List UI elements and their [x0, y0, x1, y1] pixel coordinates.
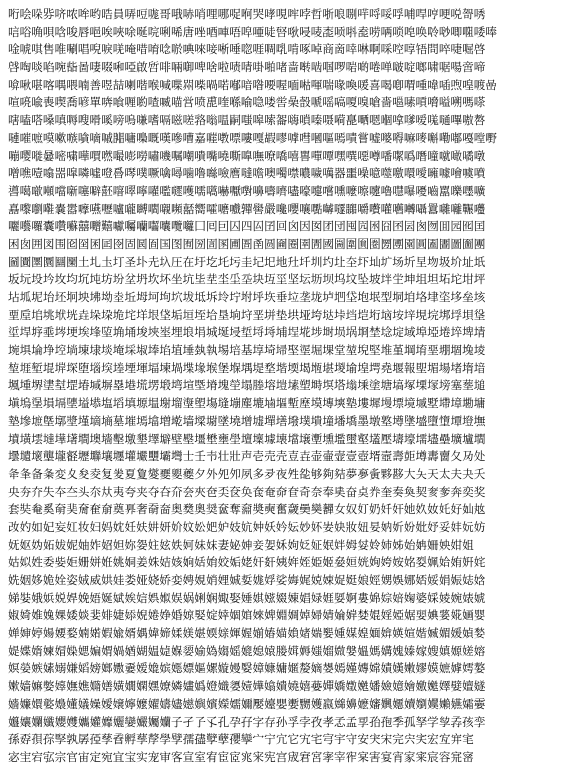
text-line: 婵婶婷婸婹婺婻婼婽婾婿媀媁媂媃媄媅媆媇媈媉媊媋媌媍媎媏媐媑媒媓媔媕媖媗媘媙媚媛媜媝: [8, 626, 486, 641]
text-line: 哘哙哚哛哜哝哞哟哠員哢哣哤哥哦哧哨哩哪哫哬哭哮哯哰哱哲哳哴哵哶哷哸哹哺哻哼哽哾哿唀: [8, 7, 486, 21]
text-line: 唁唂唃唄唅唆唇唈唉唊唋唌唍唎唏唐唑唒唓唔唕唖唗唘唙唚唛唜唝唞唟唠唡唢唣唤唥唦唧唨唩唪: [8, 24, 498, 39]
text-line: 宓宔宕宖宗官宙定宛宜宝实宠审客宣室宥宦宧宨宩宪宫宬宭宮宯宰宱宲害宴宵家宷宸容宺宻: [8, 749, 474, 764]
text-line: 套奘奙奚奛奜奝奞奟奠奡奢奣奤奥奦奧奨奩奪奫奬奭奮奯奰奱奲女奴奵奶奷奸她奺奻奼好奾奿: [8, 502, 486, 517]
text-line: 夅夆备夈変夊夋夌复夎夏夐夑夒夓夔夕外夗夘夙多夛夜夝夞够夠夡夢夣夤夥夦大夨天太夫夬夭: [8, 466, 486, 481]
text-line: 塡塢塣塤塥塦塧塨塩塪填塬塭塮塯塰塱塲塳塴塵塶塷塸塹塺塻塼塽塾塿墀墁墂境墄墅墆墇墈墉: [8, 396, 486, 411]
text-line: 坫坬坭坮坯坰坱坲坳坴坵坶坷坸坹坺坻坼坽坾坿垀垁垂垃垄垅垆垇垈垉垊型垌垍垎垏垐垑垒垓: [8, 290, 486, 304]
text-line: 嗹嗺嗻嗼嗽嗾嗿嘀嘁嘂嘃嘄嘅嘆嘇嘈嘉嘊嘋嘌嘍嘎嘏嘐嘑嘒嘓嘔嘕嘖嘗嘘嘙嘚嘛嘜嘝嘞嘟嘠嘡嘢: [8, 130, 498, 145]
text-line: 婌婍婎婏婐婑婒婓婔婕婖婗婘婙婚婛婜婝婞婟婠婡婢婣婤婥婦婧婨婩婪婫婬婭婮婯婰婱婲婳婴: [8, 608, 486, 623]
text-line: 嘣嘤嘥嘦嘧嘨嘩嘪嘫嘬嘭嘮嘯嘰嘱嘲嘳嘴嘵嘶嘷嘸嘹嘺嘻嘼嘽嘾嘿噀噁噂噃噄噅噆噇噈噉噊噋: [8, 148, 486, 163]
text-line: 圙圚圛圜圝圞土圠圡圢圣圤圥圦圧在圩圪圫圬圭圮圯地圱圲圳圴圵圶圷圸圹场圻圼圽圾圿址坁: [8, 254, 486, 269]
text-line: 央夯夰失夲夳头夵夶夷夸夹夺夻夼夽夾夿奀奁奂奃奄奅奆奇奈奉奊奋奌奍奎奏奐契奒奓奔奕奖: [8, 484, 486, 499]
text-line: 囇囈囉囊囋囌囍囎囏囐囑囒囓囔囕囖囗囘囙囚四囜囝回囟因囡团団囤囥囦囧囨囩囪囫囬园囮囯: [8, 219, 486, 234]
text-line: 嚞嚟嚠嚡嚢嚣嚤嚥嚦嚧嚨嚩嚪嚫嚬嚭嚮嚯嚰嚱嚲嚳嚴嚵嚶嚷嚸嚹嚺嚻嚼嚽嚾嚿囀囁囂囃囄囅囆: [8, 201, 486, 216]
text-line: 困囱囲図围囵囶囷囸囹固囻囼国图囿圀圁圂圃圄圅圆圇圈圉圊國圌圍圎圏圐圑園圓圔圕圖圗團: [8, 236, 486, 251]
text-line: 姑姒姓委姕姖姗姘姙姚姛姜姝姞姟姠姡姢姣姤姥奸姧姨姩姪姫姬姭姮姯姰姱姲姳姴姵姶姷姸姹: [8, 555, 486, 570]
text-line: 堸堹堺堻堼堽堾堿塀塁塂塃塄塅塆塇塈塉塊塋塌塍塎塏塐塑塒塓塔塕塖塗塘塙塚塛塜塝塞塟塠: [8, 378, 486, 393]
text-line: 嬙嬚嬛嬜嬝嬞嬟嬠嬡嬢嬣嬤嬥嬦嬧嬨嬩嬪嬫嬬嬭嬮嬯嬰嬱嬲嬳嬴嬵嬶嬷嬸嬹嬺嬻嬼嬽嬾嬿孀孁: [8, 696, 486, 711]
text-line: 嫰嫱嫲嫳嫴嫵嫶嫷嫸嫹嫺嫻嫼嫽嫾嫿嬀嬁嬂嬃嬄嬅嬆嬇嬈嬉嬊嬋嬌嬍嬎嬏嬐嬑嬒嬓嬔嬕嬖嬗嬘: [8, 679, 486, 694]
text-line: 壜壝壞壟壠壡壢壣壤壥壦壧壨壩壪士壬壭壮壯声壱売壳壴壵壶壷壸壹壺壻壼壽壾壿夀夁夂夃处: [8, 449, 486, 464]
text-line: 妀妁如妃妄妅妆妇妈妉妊妋妌妍妎妏妐妑妒妓妔妕妖妗妘妙妚妛妜妝妞妟妠妡妢妣妤妥妦妧妨: [8, 519, 486, 534]
text-line: 啔啕啖啗啘啙啚啛啜啝啞啟啠啡啢啣啤啥啦啧啨啩啪啫啬啭啮啯啰啱啲啳啴啵啶啷啸啹啺啻啼: [8, 60, 486, 75]
text-line: 噵噶噷噸噹噺噻噼噽噾噿嚀嚁嚂嚃嚄嚅嚆嚇嚈嚉嚊嚋嚌嚍嚎嚏嚐嚑嚒嚓嚔嚕嚖嚗嚘嚙嚚嚛嚜嚝: [8, 183, 486, 198]
text-line: 娣娤娥娦娧娨娩娪娫娬娭娮娯娰娱娲娳娴娵娶娷娸娹娺娻娼娽娾娿婀婁婂婃婄婅婆婇婈婉婊婋: [8, 590, 486, 605]
text-line: 坂坃坄坅坆均坈坉坊坋坌坍坎坏坐坑坒坓坔坕坖块坘坙坚坛坜坝坞坟坠坡坢坣坤坥坦坧坨坩坪: [8, 272, 486, 287]
text-line: 妩妪妫妬妭妮妯妰妱妲妳妴妵妶妷妸妹妺妻妼妽妾妿姀姁姂姃姄姅姆姇姈姉姊始姌姍姎姏姐: [8, 537, 474, 552]
text-line: 孫孬孭孮孯孰孱孲孳孴孵孶孷學孹孺孻孼孽孾孿宀宁宂它宄宅宆宇守安宊宋完宍宎宏宐宑宒: [8, 732, 474, 747]
text-line: 姺姻姼姽姾姿娀威娂娃娄娅娆娇娈娉娊娋娌娍娎娏娐娑娒娓娔娕娖娗娘娙娚娛娜娝娞娟娠娡娢: [8, 573, 486, 587]
text-line: 孂孃孄孅孆孇孈孉孊孋孌孍孎孏子孑孒孓孔孕孖字存孙孚孛孜孝孞孟孠孡孢季孤孥学孧孨孩孪: [8, 714, 486, 729]
text-line: 唫唬唭售唯唰唱唲唳唴唵唶唷唸唹唺唻唼唽唾唿啀啁啂啃啄啅商啇啈啉啊啋啌啍啎問啐啑啒啓: [8, 42, 486, 57]
text-line: 嗐嗑嗒嗓嗔嗕嗖嗗嗘嗙嗚嗛嗜嗝嗞嗟嗠嗡嗢嗣嗤嗥嗦嗧嗨嗩嗪嗫嗬嗭嗮嗯嗰嗱嗲嗳嗴嗵嗶嗷嗸: [8, 113, 486, 128]
text-line: 啽啾啿喀喁喂喃善喅喆喇喈喉喊喋喌喍喎喏喐喑喒喓喔喕喖喗喘喙喚喛喜喝喞喟喠喡喢喣喤喥喦: [8, 77, 498, 92]
text-line: 喧喨喩喪喫喬喭單喯喰喱喲喳喴喵営喷喸喹喺喻喼喽喾喿嗀嗁嗂嗃嗄嗅嗆嗇嗈嗉嗊嗋嗌嗍嗎嗏: [8, 95, 486, 110]
text-line: 堏堐堑堒堓堔堕堖堗堘堙堚堛堜堝堞堟堠堡堢堣堤堥堦堧堨堩堪堫堬堭堮堯堰報堲堳場堵堶堷: [8, 360, 486, 375]
text-line: 墊墋墌墍墎墏墐墑墒墓墔墕墖増墘墙墚墛墜墝增墟墠墡墢墣墤墥墦墧墨墩墪墫墬墭墮墯墰墱墲: [8, 413, 486, 428]
text-line: 媞媟媠媡媢媣媤媥媦媧媨媩媪媫媬媭媮媯媰媱媲媳媴媵媶媷媸媹媺媻媼媽媾媿嫀嫁嫂嫃嫄嫅嫆: [8, 643, 486, 658]
text-line: 噌噍噎噏噐噑噒噓噔噕噖噗噘噙噚噛噜噝噞噟噠噡噢噣噤噥噦噧器噩噪噫噬噭噮噯噰噱噲噳噴: [8, 166, 486, 181]
text-line: 埦埧埨埩埪埫埬埭埮埯埰埱埲埳埴埵埶執埸培基埻埼埽埾埿堀堁堂堃堄堅堆堇堈堉堊堋堌堍堎: [8, 343, 486, 358]
text-line: 垽垾垿埀埁埂埃埄埅埆埇埈埉埊埋埌埍城埏埐埑埒埓埔埕埖埗埘埙埚埛埜埝埞域埠埡埢埣埤埥: [8, 325, 486, 340]
text-line: 垔垕垖垗垘垙垚垛垜垝垞垟垠垡垢垣垤垥垦垧垨垩垪垫垬垭垮垯垰垱垲垳垴垵垶垷垸垹垺垻垼: [8, 307, 486, 322]
text-line: 嫇嫈嫉嫊嫋嫌嫍嫎嫏嫐嫑嫒嫓嫔嫕嫖嫗嫘嫙嫚嫛嫜嫝嫞嫟嫠嫡嫢嫣嫤嫥嫦嫧嫨嫩嫪嫫嫬嫭嫮嫯: [8, 661, 486, 676]
text-line: 墳墴墵墶墷墸墹墺墻墼墽墾墿壀壁壂壃壄壅壆壇壈壉壊壋壌壍壎壏壐壑壒壓壔壕壖壗壘壙壚壛: [8, 431, 486, 446]
